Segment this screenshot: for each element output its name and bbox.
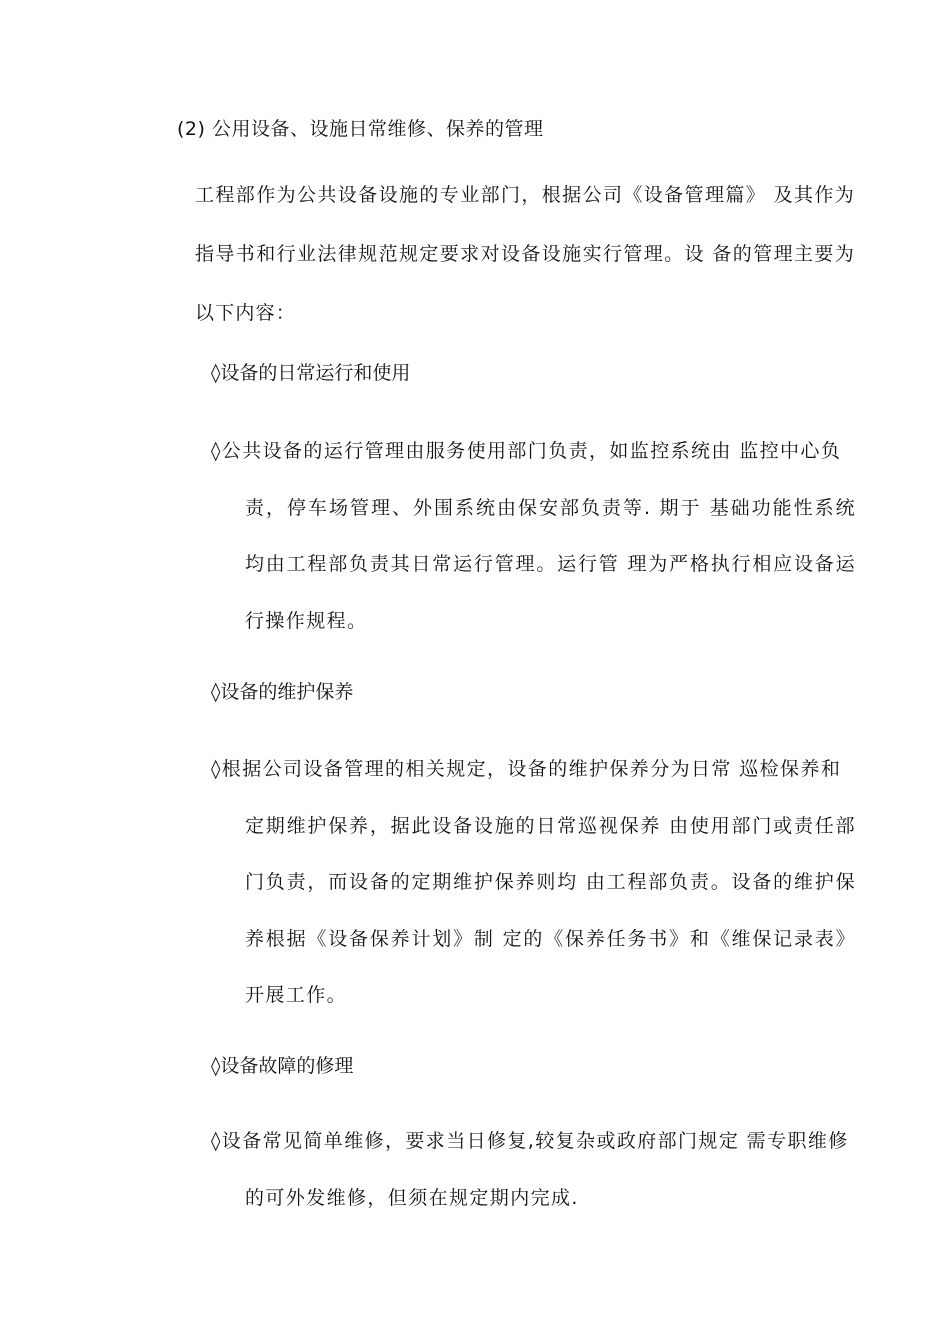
section-title-daily-operation: ◊设备的日常运行和使用 xyxy=(211,362,411,384)
section-body-continuation: 的可外发维修，但须在规定期内完成. xyxy=(245,1186,579,1209)
section-title-repair: ◊设备故障的修理 xyxy=(211,1055,354,1077)
intro-paragraph: 工程部作为公共设备设施的专业部门，根据公司《设备管理篇》 及其作为指导书和行业法律规范规定要求对设备设施实行管理。设 备的管理主要为以下内容： xyxy=(195,184,855,324)
section-body-repair xyxy=(211,1113,856,1226)
section-body-continuation: 责，停车场管理、外围系统由保安部负责等. 期于 基础功能性系统均由工程部负责其日常运行管理。运行管 理为严格执行相应设备运行操作规程。 xyxy=(245,496,856,632)
section-body-continuation: 定期维护保养，据此设备设施的日常巡视保养 由使用部门或责任部门负责，而设备的定期维护保养则均 由工程部负责。设备的维护保养根据《设备保养计划》制 定的《保养任务书》和《维保记录表》开展工作。 xyxy=(245,814,856,1006)
section-body-daily-operation xyxy=(211,423,856,649)
section-body-first-line: ◊设备常见简单维修，要求当日修复,较复杂或政府部门规定 需专职维修 xyxy=(211,1130,849,1152)
section-body-first-line: ◊根据公司设备管理的相关规定，设备的维护保养分为日常 巡检保养和 xyxy=(211,758,842,780)
section-body-first-line: ◊公共设备的运行管理由服务使用部门负责，如监控系统由 监控中心负 xyxy=(211,440,842,462)
section-body-maintenance xyxy=(211,741,856,1024)
section-heading: (2) 公用设备、设施日常维修、保养的管理 xyxy=(177,118,544,140)
section-title-maintenance: ◊设备的维护保养 xyxy=(211,681,354,703)
